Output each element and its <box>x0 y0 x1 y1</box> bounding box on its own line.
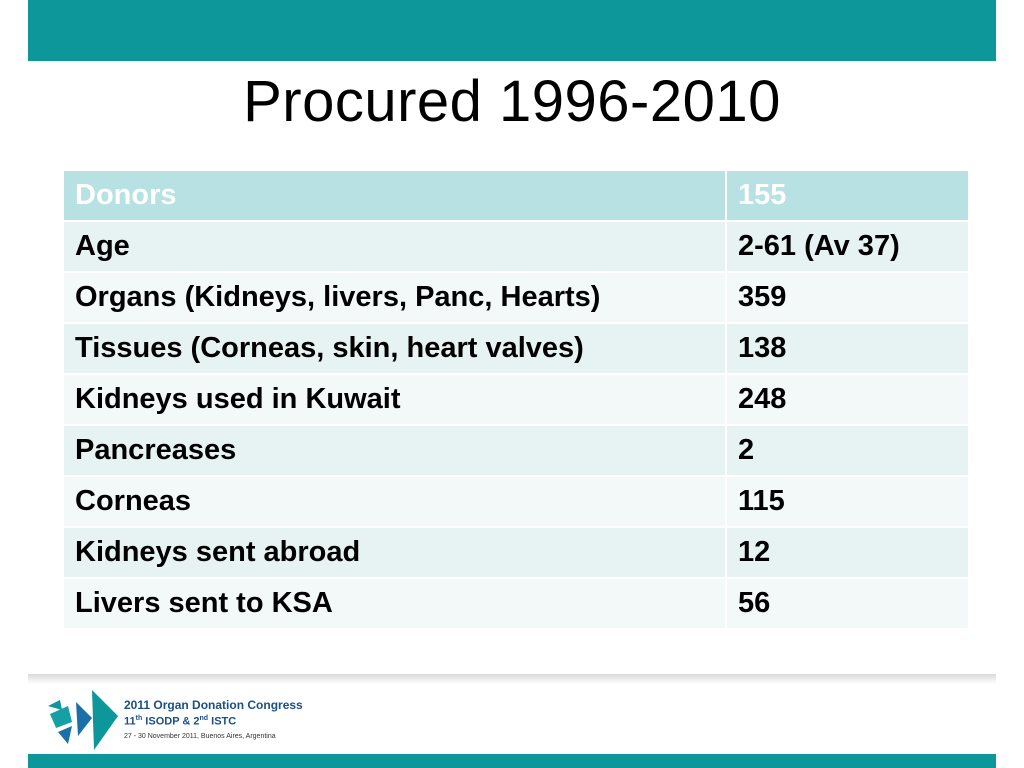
row-label-cell: Tissues (Corneas, skin, heart valves) <box>64 324 727 375</box>
row-value-cell: 359 <box>727 273 968 324</box>
header-value-cell: 155 <box>727 171 968 222</box>
row-value-cell: 138 <box>727 324 968 375</box>
congress-date-location: 27 - 30 November 2011, Buenos Aires, Argentina <box>124 732 276 740</box>
isodp-text: ISODP & <box>142 715 194 728</box>
procurement-table <box>64 171 968 630</box>
row-label-cell: Pancreases <box>64 426 727 477</box>
bottom-accent-bar <box>28 754 996 768</box>
row-value-cell: 2 <box>727 426 968 477</box>
congress-subtitle <box>124 712 303 729</box>
row-label-cell: Kidneys sent abroad <box>64 528 727 579</box>
table-row <box>64 375 968 426</box>
edition-suffix: th <box>135 715 143 722</box>
footer-divider <box>28 674 996 684</box>
row-label-cell: Corneas <box>64 477 727 528</box>
row-value-cell: 12 <box>727 528 968 579</box>
congress-title: 2011 Organ Donation Congress <box>124 698 303 712</box>
table-row <box>64 579 968 630</box>
table-row <box>64 477 968 528</box>
slide-title: Procured 1996-2010 <box>243 69 781 134</box>
row-label-cell: Organs (Kidneys, livers, Panc, Hearts) <box>64 273 727 324</box>
row-value-cell: 248 <box>727 375 968 426</box>
row-label-cell: Age <box>64 222 727 273</box>
congress-logo-icon <box>46 688 118 750</box>
row-value-cell: 56 <box>727 579 968 630</box>
row-value-cell: 2-61 (Av 37) <box>727 222 968 273</box>
congress-info <box>124 698 303 745</box>
header-label-cell: Donors <box>64 171 727 222</box>
table-row <box>64 324 968 375</box>
table-row <box>64 222 968 273</box>
row-label-cell: Kidneys used in Kuwait <box>64 375 727 426</box>
row-label-cell: Livers sent to KSA <box>64 579 727 630</box>
edition-number: 11 <box>124 715 136 728</box>
table-row <box>64 426 968 477</box>
row-value-cell: 115 <box>727 477 968 528</box>
top-accent-bar <box>28 0 996 61</box>
table-row <box>64 273 968 324</box>
istc-text: ISTC <box>208 715 237 728</box>
table-row <box>64 528 968 579</box>
istc-number: 2 <box>193 715 200 728</box>
istc-suffix: nd <box>199 715 209 722</box>
table-header-row <box>64 171 968 222</box>
